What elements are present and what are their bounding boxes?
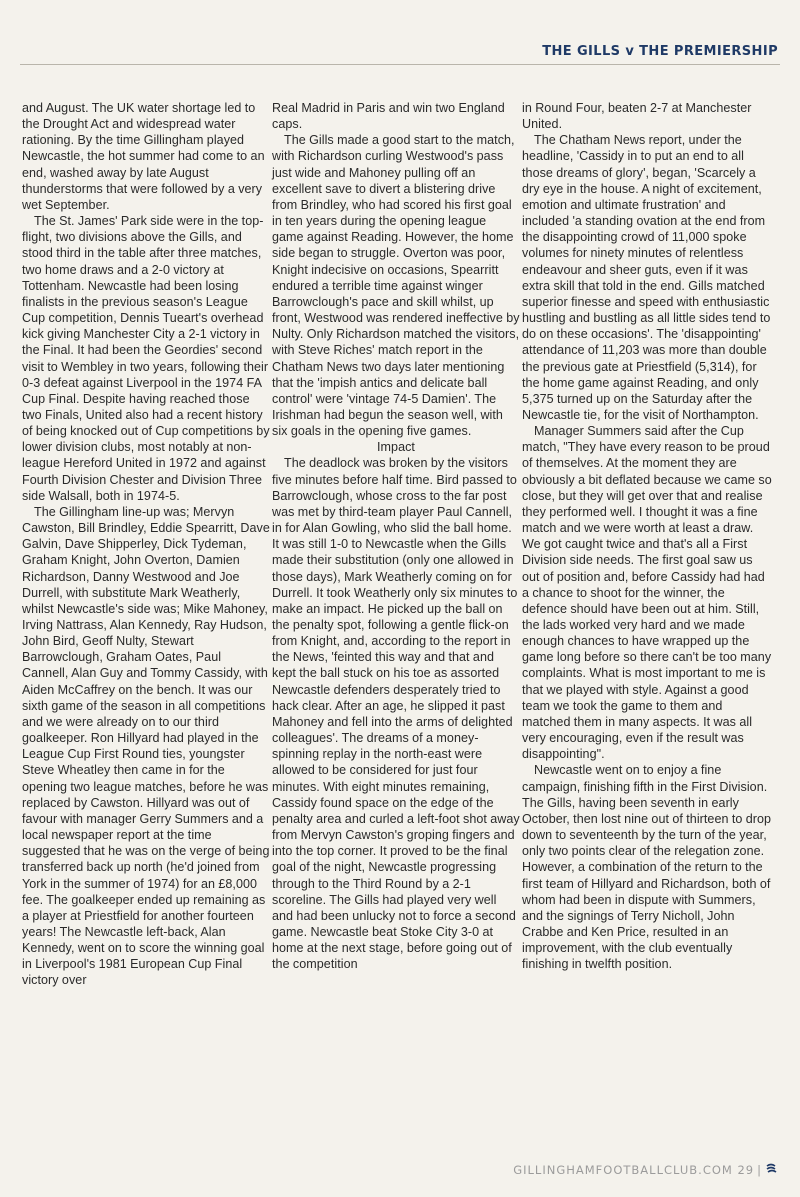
- article-paragraph: The Chatham News report, under the headline, 'Cassidy in to put an end to all those dreams of glory', began, 'Scarcely a dry eye in the house. A night of excitement, emotion and ultimate frustration' and included 'a standing ovation at the end from the disappointing crowd of 11,000 spoke volumes for ninety minutes of relentless endeavour and sheer guts, even if it was extra skill that told in the end. Gills matched superior finesse and speed with enthusiastic hustling and bustling as all little sides tend to do on these occasions'. The 'disappointing' attendance of 11,203 was more than double the previous gate at Priestfield (5,314), for the home game against Reading, and only 5,375 turned up on the Saturday after the Newcastle tie, for the visit of Northampton.: [522, 133, 771, 422]
- footer-separator: |: [757, 1163, 762, 1177]
- page-header-title: THE GILLS v THE PREMIERSHIP: [542, 44, 778, 59]
- article-paragraph: Newcastle went on to enjoy a fine campaign, finishing fifth in the First Division. The Gills, having been seventh in early October, then lost nine out of thirteen to drop down to seventeenth by the turn of the year, only two points clear of the relegation zone. However, a combination of the return to the first team of Hillyard and Richardson, both of whom had been in dispute with Summers, and the signings of Terry Nicholl, John Crabbe and Ken Price, resulted in an improvement, with the club eventually finishing in twelfth position.: [522, 763, 772, 972]
- article-paragraph: in Round Four, beaten 2-7 at Manchester United.: [522, 101, 752, 132]
- article-paragraph: The Gills made a good start to the match, with Richardson curling Westwood's pass just wide and Mahoney pulling off an excellent save to divert a blistering drive from Brindley, who had scored his first goal in ten years during the opening league game against Reading. However, the home side began to struggle. Overton was poor, Knight indecisive on occasions, Spearritt endured a terrible time against winger Barrowclough's pace and skill whilst, up front, Westwood was rendered ineffective by Nulty. Only Richardson matched the visitors, with Steve Riches' match report in the Chatham News two days later mentioning that the 'impish antics and delicate ball control' were 'vintage 74-5 Damien'. The Irishman had begun the season well, with six goals in the opening five games.: [272, 133, 520, 439]
- article-paragraph: Real Madrid in Paris and win two England caps.: [272, 101, 505, 132]
- article-paragraph: The St. James' Park side were in the top-flight, two divisions above the Gills, and stood third in the table after three matches, two home draws and a 2-0 victory at Tottenham. Newcastle had been losing finalists in the previous season's League Cup competition, Dennis Tueart's overhead kick giving Manchester City a 2-1 victory in the Final. It had been the Geordies' second visit to Wembley in two years, following their 0-3 defeat against Liverpool in the 1974 FA Cup Final. Despite having reached those two Finals, United also had a recent history of being knocked out of Cup competitions by lower division clubs, most notably at non-league Hereford United in 1972 and against Fourth Division Chester and Division Three side Walsall, both in 1974-5.: [22, 214, 270, 503]
- page-number: 29: [737, 1163, 755, 1177]
- article-paragraph: The Gillingham line-up was; Mervyn Cawston, Bill Brindley, Eddie Spearritt, Dave Galvin, Dave Shipperley, Dick Tydeman, Graham Knight, John Overton, Damien Richardson, Danny Westwood and Joe Durrell, with substitute Mark Weatherly, whilst Newcastle's side was; Mike Mahoney, Irving Nattrass, Alan Kennedy, Ray Hudson, John Bird, Geoff Nulty, Stewart Barrowclough, Graham Oates, Paul Cannell, Alan Guy and Tommy Cassidy, with Aiden McCaffrey on the bench. It was our sixth game of the season in all competitions and we were already on to our third goalkeeper. Ron Hillyard had played in the League Cup First Round ties, youngster Steve Wheatley then came in for the opening two league matches, before he was replaced by Cawston. Hillyard was out of favour with manager Gerry Summers and a local newspaper report at the time suggested that he was on the verge of being transferred back up north (he'd joined from York in the summer of 1974) for an £8,000 fee. The goalkeeper ended up remaining as a player at Priestfield for another fourteen years! The Newcastle left-back, Alan Kennedy, went on to score the winning goal in Liverpool's 1981 European Cup Final victory over: [22, 504, 270, 988]
- club-logo-icon: [765, 1163, 778, 1175]
- article-paragraph: Manager Summers said after the Cup match, "They have every reason to be proud of themselves. At the moment they are obviously a bit deflated because we came so close, but they will get over that and realise they performed well. I thought it was a fine match and we were worth at least a draw. We got caught twice and that's all a First Division side needs. The first goal saw us out of position and, before Cassidy had had a chance to shoot for the winner, the defence should have been out at him. Still, the lads worked very hard and we made enough chances to have wrapped up the game long before so there can't be too many complaints. What is most important to me is that we played with style. Against a good team we took the game to them and matched them in many aspects. It was all very encouraging, even if the result was disappointing".: [522, 424, 772, 762]
- article-column-1: [22, 100, 270, 989]
- article-paragraph: and August. The UK water shortage led to the Drought Act and widespread water rationing. By the time Gillingham played Newcastle, the hot summer had come to an end, washed away by late August thunderstorms that were followed by a very wet September.: [22, 101, 265, 212]
- article-column-3: [522, 100, 772, 972]
- article-paragraph: The deadlock was broken by the visitors five minutes before half time. Bird passed to Barrowclough, whose cross to the far post was met by third-team player Paul Cannell, in for Alan Gowling, who slid the ball home. It was still 1-0 to Newcastle when the Gills made their substitution (only one allowed in those days), Mark Weatherly coming on for Durrell. It took Weatherly only six minutes to make an impact. He picked up the ball on the penalty spot, following a gentle flick-on from Knight, and, according to the report in the News, 'feinted this way and that and kept the ball stuck on his toe as assorted Newcastle defenders desperately tried to hack clear. After an age, he slipped it past Mahoney and fell into the arms of delighted colleagues'. The dreams of a money-spinning replay in the north-east were allowed to be considered for just four minutes. With eight minutes remaining, Cassidy found space on the edge of the penalty area and curled a left-foot shot away from Mervyn Cawston's groping fingers and into the top corner. It proved to be the final goal of the night, Newcastle progressing through to the Third Round by a 2-1 scoreline. The Gills had played very well and had been unlucky not to force a second game. Newcastle beat Stoke City 3-0 at home at the next stage, before going out of the competition: [272, 456, 520, 972]
- footer-site-url: GILLINGHAMFOOTBALLCLUB.COM: [513, 1163, 733, 1177]
- header-divider: [20, 64, 780, 65]
- article-column-2: [272, 100, 520, 972]
- page-footer: [513, 1163, 778, 1177]
- section-subheading: Impact: [377, 440, 415, 455]
